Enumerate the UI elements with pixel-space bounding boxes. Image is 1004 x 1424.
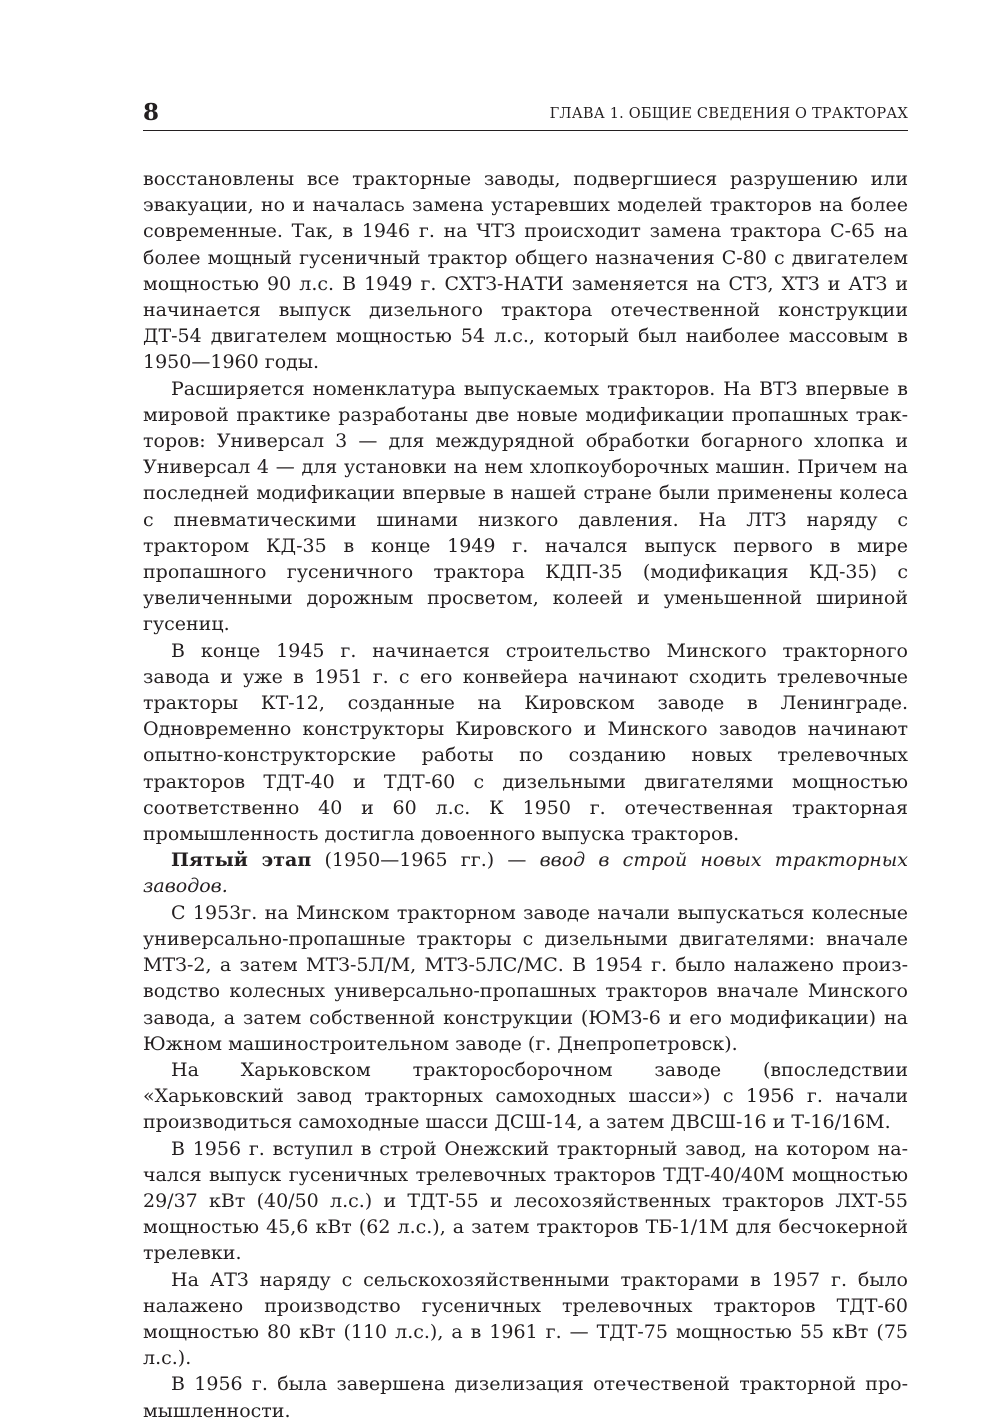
paragraph: В 1956 г. вступил в строй Онежский тракторный завод, на котором начался выпуск гусеничных трелевочных тракторов ТДТ-40/40М мощностью 29/37 кВт (40/50 л.с.) и ТДТ-55 и лесохозяйственных тракторов ЛХТ-55 мощностью 45,6 кВт (62 л.с.), а затем тракторов ТБ-1/1М для бесчокерной трелевки. xyxy=(143,1137,908,1265)
paragraph: Расширяется номенклатура выпускаемых тракторов. На ВТЗ впервые в мировой практике разработаны две новые модификации пропашных тракторов: Универсал 3 — для междурядной обработки богарного хлопка и Универсал 4 — для установки на нем хлопкоуборочных машин. Причем на последней модификации впервые в нашей стране были применены колеса с пневматическими шинами низкого давления. На ЛТЗ наряду с трактором КД-35 в конце 1949 г. начался выпуск первого в мире пропашного гусеничного трактора КДП-35 (модификация КД-35) с увеличенными дорожным просветом, колеей и уменьшенной шириной гусениц. xyxy=(143,377,908,636)
section-heading-paragraph xyxy=(143,847,908,899)
paragraph: На Харьковском тракторосборочном заводе (впоследствии «Харьковский завод тракторных самоходных шасси») с 1956 г. начали производиться самоходные шасси ДСШ-14, а затем ДВСШ-16 и Т-16/16М. xyxy=(143,1058,908,1134)
paragraph-continuation: восстановлены все тракторные заводы, подвергшиеся разрушению или эвакуации, но и началась замена устаревших моделей тракторов на более современные. Так, в 1946 г. на ЧТЗ происходит замена трактора С-65 на более мощный гусеничный трактор общего назначения С-80 с двигателем мощностью 90 л.с. В 1949 г. СХТЗ-НАТИ заменяется на СТЗ, ХТЗ и АТЗ и начинается выпуск дизельного трактора отечественной конструкции ДТ-54 двигателем мощностью 54 л.с., который был наиболее массовым в 1950—1960 годы. xyxy=(143,168,908,374)
body-text xyxy=(143,166,908,1424)
paragraph: С 1953г. на Минском тракторном заводе начали выпускаться колесные универсально-пропашные тракторы с дизельными двигателями: вначале МТЗ-2, а затем МТЗ-5Л/М, МТЗ-5ЛС/МС. В 1954 г. было налажено производство колесных универсально-пропашных тракторов вначале Минского завода, а затем собственной конструкции (ЮМЗ-6 и его модификации) на Южном машиностроительном заводе (г. Днепропетровск). xyxy=(143,901,908,1055)
paragraph: На АТЗ наряду с сельскохозяйственными тракторами в 1957 г. было налажено производство гусеничных трелевочных тракторов ТДТ-60 мощностью 80 кВт (110 л.с.), а в 1961 г. — ТДТ-75 мощностью 55 кВт (75 л.с.). xyxy=(143,1268,908,1370)
paragraph: В конце 1945 г. начинается строительство Минского тракторного завода и уже в 1951 г. с его конвейера начинают сходить трелевочные тракторы КТ-12, созданные на Кировском заводе в Ленинграде. Одновременно конструкторы Кировского и Минского заводов начинают опытно-конструкторские работы по созданию новых трелевочных тракторов ТДТ-40 и ТДТ-60 с дизельными двигателями мощностью соответственно 40 и 60 л.с. К 1950 г. отечественная тракторная промышленность достигла довоенного выпуска тракторов. xyxy=(143,639,908,846)
stage-description: ввод в строй новых тракторных заводов. xyxy=(143,849,908,898)
header-rule xyxy=(143,130,908,131)
stage-title: Пятый этап xyxy=(171,849,312,872)
stage-period: (1950—1965 гг.) — xyxy=(311,849,540,872)
running-header: ГЛАВА 1. ОБЩИЕ СВЕДЕНИЯ О ТРАКТОРАХ xyxy=(549,106,908,122)
page-number: 8 xyxy=(143,99,160,126)
paragraph: В 1956 г. была завершена дизелизация отечественой тракторной промышленности. xyxy=(143,1373,908,1422)
